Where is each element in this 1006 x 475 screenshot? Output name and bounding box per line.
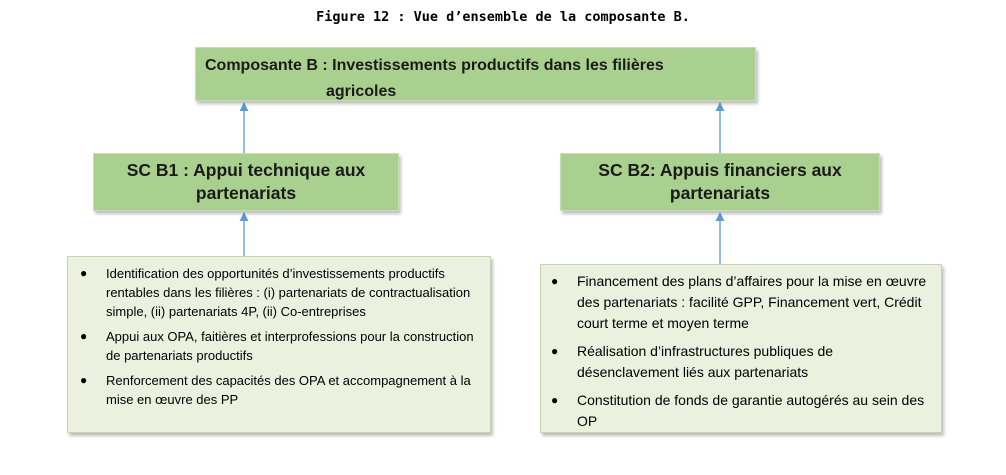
component-title-line2: agricoles [326,83,397,100]
subcomponent-b2-box [560,153,880,211]
subcomponent-b1-activities [67,256,491,433]
list-item: ● Réalisation d’infrastructures publiques de désenclavement liés aux partenariats [551,343,834,380]
subcomponent-b2-title-line1: SC B2: Appuis financiers aux [598,160,842,180]
component-box [195,47,756,101]
list-item: ● Appui aux OPA, faitières et interprofessions pour la construction de partenariats productifs [80,329,474,363]
list-item: ● Renforcement des capacités des OPA et accompagnement à la mise en œuvre des PP [80,373,471,407]
component-title-line1: Composante B : Investissements productifs dans les filières [205,57,664,74]
bullet-icon: ● [551,393,559,407]
subcomponent-b2-title-line2: partenariats [669,183,771,203]
subcomponent-b1-title-line2: partenariats [195,183,297,203]
list-item: ● Constitution de fonds de garantie autogérés au sein des OP [551,392,925,429]
subcomponent-b1-box [93,153,399,211]
component-title [205,53,675,105]
list-item: ● Financement des plans d’affaires pour la mise en œuvre des partenariats : facilité GPP, Financement vert, Crédit court terme et moyen terme [551,273,927,331]
figure-title: Figure 12 : Vue d’ensemble de la composante B. [316,9,690,25]
bullet-icon: ● [551,344,559,358]
list-item: ● Identification des opportunités d’investissements productifs rentables dans les filières : (i) partenariats de contractualisation simple, (ii) partenariats 4P, (ii) Co-entreprises [80,266,471,319]
bullet-icon: ● [80,373,88,387]
bullet-icon: ● [80,329,88,343]
bullet-icon: ● [80,266,88,280]
subcomponent-b2-activities [540,264,942,433]
bullet-icon: ● [551,274,559,288]
subcomponent-b1-title-line1: SC B1 : Appui technique aux [126,160,366,180]
